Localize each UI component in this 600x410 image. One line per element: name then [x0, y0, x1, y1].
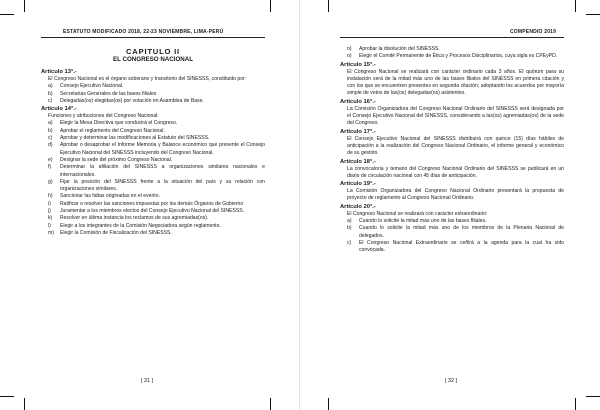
article-label: Artículo 13°.-	[41, 69, 77, 75]
list-item-letter: n)	[347, 46, 352, 52]
article-heading	[340, 98, 564, 106]
list-item-letter: d)	[48, 142, 53, 149]
article-heading	[41, 68, 265, 76]
list-item-letter: a)	[347, 218, 352, 225]
article-heading	[340, 158, 564, 166]
right-page	[300, 0, 600, 410]
list-item-letter: g)	[48, 178, 53, 185]
article-label: Artículo 18°.-	[340, 158, 376, 165]
article-label: Artículo 16°.-	[340, 98, 376, 105]
list-item-text: El Congreso Nacional Extraordinario se ceñirá a la agenda para la cual ha sido convocada.	[359, 239, 564, 254]
article-heading	[340, 203, 564, 211]
list-item-text: Elegir el Comité Permanente de Ética y Procesos Disciplinarios, cuya sigla es CPEyPD.	[359, 53, 558, 60]
article-label: Artículo 17°.-	[340, 128, 376, 135]
paragraph: El Congreso Nacional se realizará con carácter extraordinario:	[347, 210, 488, 217]
list-item-letter: b)	[48, 90, 53, 97]
list-item	[41, 135, 265, 142]
article-label: Artículo 19°.-	[340, 181, 376, 188]
list-item-text: Elegir a los integrantes de la Comisión Negociadora según reglamento.	[60, 222, 221, 229]
list-item-text: Consejo Ejecutivo Nacional.	[60, 83, 124, 90]
paragraph: La convocatoria y temario del Congreso Nacional Ordinario del SINESSS se publicará en un diario de circulación nacional con 45 días de anticipación.	[347, 165, 564, 179]
list-item-text: Sancionar las faltas originadas en el evento.	[60, 193, 160, 200]
article-heading	[340, 61, 564, 69]
list-item-text: Delegadas(os) elegidas(os) por votación en Asamblea de Base.	[60, 97, 204, 104]
list-item-letter: f)	[48, 164, 52, 171]
header-rule	[41, 37, 265, 38]
list-item-letter: k)	[48, 215, 53, 222]
article-label: Artículo 20°.-	[340, 203, 376, 210]
article-heading	[41, 105, 265, 113]
list-item-text: Elegir la Comisión de Fiscalización del SINESSS.	[60, 229, 172, 236]
list-item-letter: a)	[48, 83, 53, 90]
list-item	[41, 193, 265, 200]
list-item	[340, 218, 564, 225]
list-item-text: Juramentar a los miembros electos del Consejo Ejecutivo Nacional del SINESSS.	[60, 208, 245, 215]
running-head: COMPENDIO 2019	[510, 29, 557, 35]
list-item	[41, 230, 265, 237]
list-item-letter: c)	[48, 97, 53, 104]
list-item	[41, 98, 265, 105]
list-item-text: Elegir la Mesa Directiva que conducirá el Congreso.	[60, 120, 178, 127]
header-rule	[340, 37, 564, 38]
list-item	[41, 157, 265, 164]
list-item-text: Resolver en última instancia los reclamos de sus agremiadas(os).	[60, 215, 209, 222]
list-item-letter: c)	[48, 135, 53, 142]
list-item-text: Secretarias Generales de las bases filiales	[60, 90, 157, 97]
page-number: [ 31 ]	[140, 378, 154, 384]
list-item	[340, 240, 564, 255]
list-item	[41, 164, 265, 179]
list-item	[41, 83, 265, 90]
list-item-letter: b)	[347, 225, 352, 232]
list-item-text: Aprobar o desaprobar el Informe Memoria y Balance económico que presente el Consejo Ejecutivo Nacional del SINESSS incluyendo del Congreso Nacional.	[60, 142, 265, 156]
list-item-letter: o)	[347, 53, 352, 60]
list-item	[41, 215, 265, 222]
list-item	[41, 142, 265, 157]
list-item-text: Designar la sede del próximo Congreso Nacional.	[60, 156, 173, 163]
list-item-text: Fijar la posición del SINESSS frente a la situación del país y su relación con organizaciones similares.	[60, 178, 265, 193]
list-item-text: Aprobar y determinar las modificaciones al Estatuto del SINESSS.	[60, 135, 210, 142]
list-item-text: Aprobar el reglamento del Congreso Nacional.	[60, 127, 165, 134]
list-item-letter: l)	[48, 222, 51, 229]
page-body	[41, 46, 265, 237]
article-label: Artículo 14°.-	[41, 106, 77, 113]
list-item	[340, 225, 564, 240]
list-item	[41, 223, 265, 230]
list-item	[41, 208, 265, 215]
paragraph: Funciones y atribuciones del Congreso Nacional:	[48, 113, 159, 120]
list-item	[41, 91, 265, 98]
chapter-title: EL CONGRESO NACIONAL	[113, 56, 193, 63]
article-heading	[340, 180, 564, 188]
running-head: ESTATUTO MODIFICADO 2018, 22-23 NOVIEMBRE, LIMA-PERÚ	[63, 29, 224, 35]
list-item	[41, 120, 265, 127]
list-item-letter: c)	[347, 239, 352, 246]
page-number: [ 32 ]	[444, 378, 458, 384]
list-item	[41, 179, 265, 194]
paragraph: El Congreso Nacional es el órgano soberano y transitorio del SINESSS, constituido por:	[48, 76, 247, 82]
list-item-letter: b)	[48, 127, 53, 134]
paragraph: El Congreso Nacional se realizará con carácter ordinario cada 3 años. El quórum para su instalación será de la mitad más uno de las bases filiales del SINESSS en primera citación y con los que se encuentren presentes en segunda citación; adoptando los acuerdos por mayoría simple de votos de las(os) delegadas(os) asistentes.	[347, 68, 564, 97]
list-item	[41, 128, 265, 135]
list-item-letter: m)	[48, 229, 54, 236]
list-item	[41, 201, 265, 208]
list-item	[340, 53, 564, 60]
list-item-letter: a)	[48, 120, 53, 127]
right-text-blocks	[340, 46, 564, 255]
paragraph: La Comisión Organizadora del Congreso Nacional Ordinario presentará la propuesta de proyecto de reglamento al Congreso Nacional Ordinario.	[347, 188, 564, 202]
list-item-text: Aprobar la disolución del SINESSS.	[359, 46, 440, 52]
list-item-text: Ratificar o resolver las sanciones impuestas por los demás Órganos de Gobierno	[60, 200, 244, 207]
list-item-letter: e)	[48, 156, 53, 163]
paragraph: La Comisión Organizadora del Congreso Nacional Ordinario del SINESSS será designada por el Consejo Ejecutivo Nacional del SINESSS, considerando a las(os) agremiadas(os) de la sede del Congreso.	[347, 105, 564, 127]
list-item-text: Cuando lo solicite la mitad más uno de los miembros de la Plenaria Nacional de delegados.	[359, 225, 564, 239]
paragraph: El Consejo Ejecutivo Nacional del SINESSS distribuirá con quince (15) días hábiles de anticipación a la realización del Congreso Nacional Ordinario, el informe general y económico de su gestión.	[347, 135, 564, 157]
left-text-blocks	[41, 68, 265, 237]
list-item-letter: h)	[48, 193, 53, 200]
article-heading	[340, 128, 564, 136]
chapter-number: CAPITULO II	[126, 47, 180, 56]
list-item-text: Cuando lo solicite la mitad más uno de las bases filiales.	[359, 218, 487, 225]
page-body	[340, 46, 564, 255]
list-item-text: Determinar la afiliación del SINESSS a organizaciones similares nacionales e internacionales.	[60, 164, 265, 178]
list-item-letter: j)	[48, 208, 51, 215]
list-item-letter: i)	[48, 200, 51, 207]
article-label: Artículo 15°.-	[340, 61, 376, 68]
